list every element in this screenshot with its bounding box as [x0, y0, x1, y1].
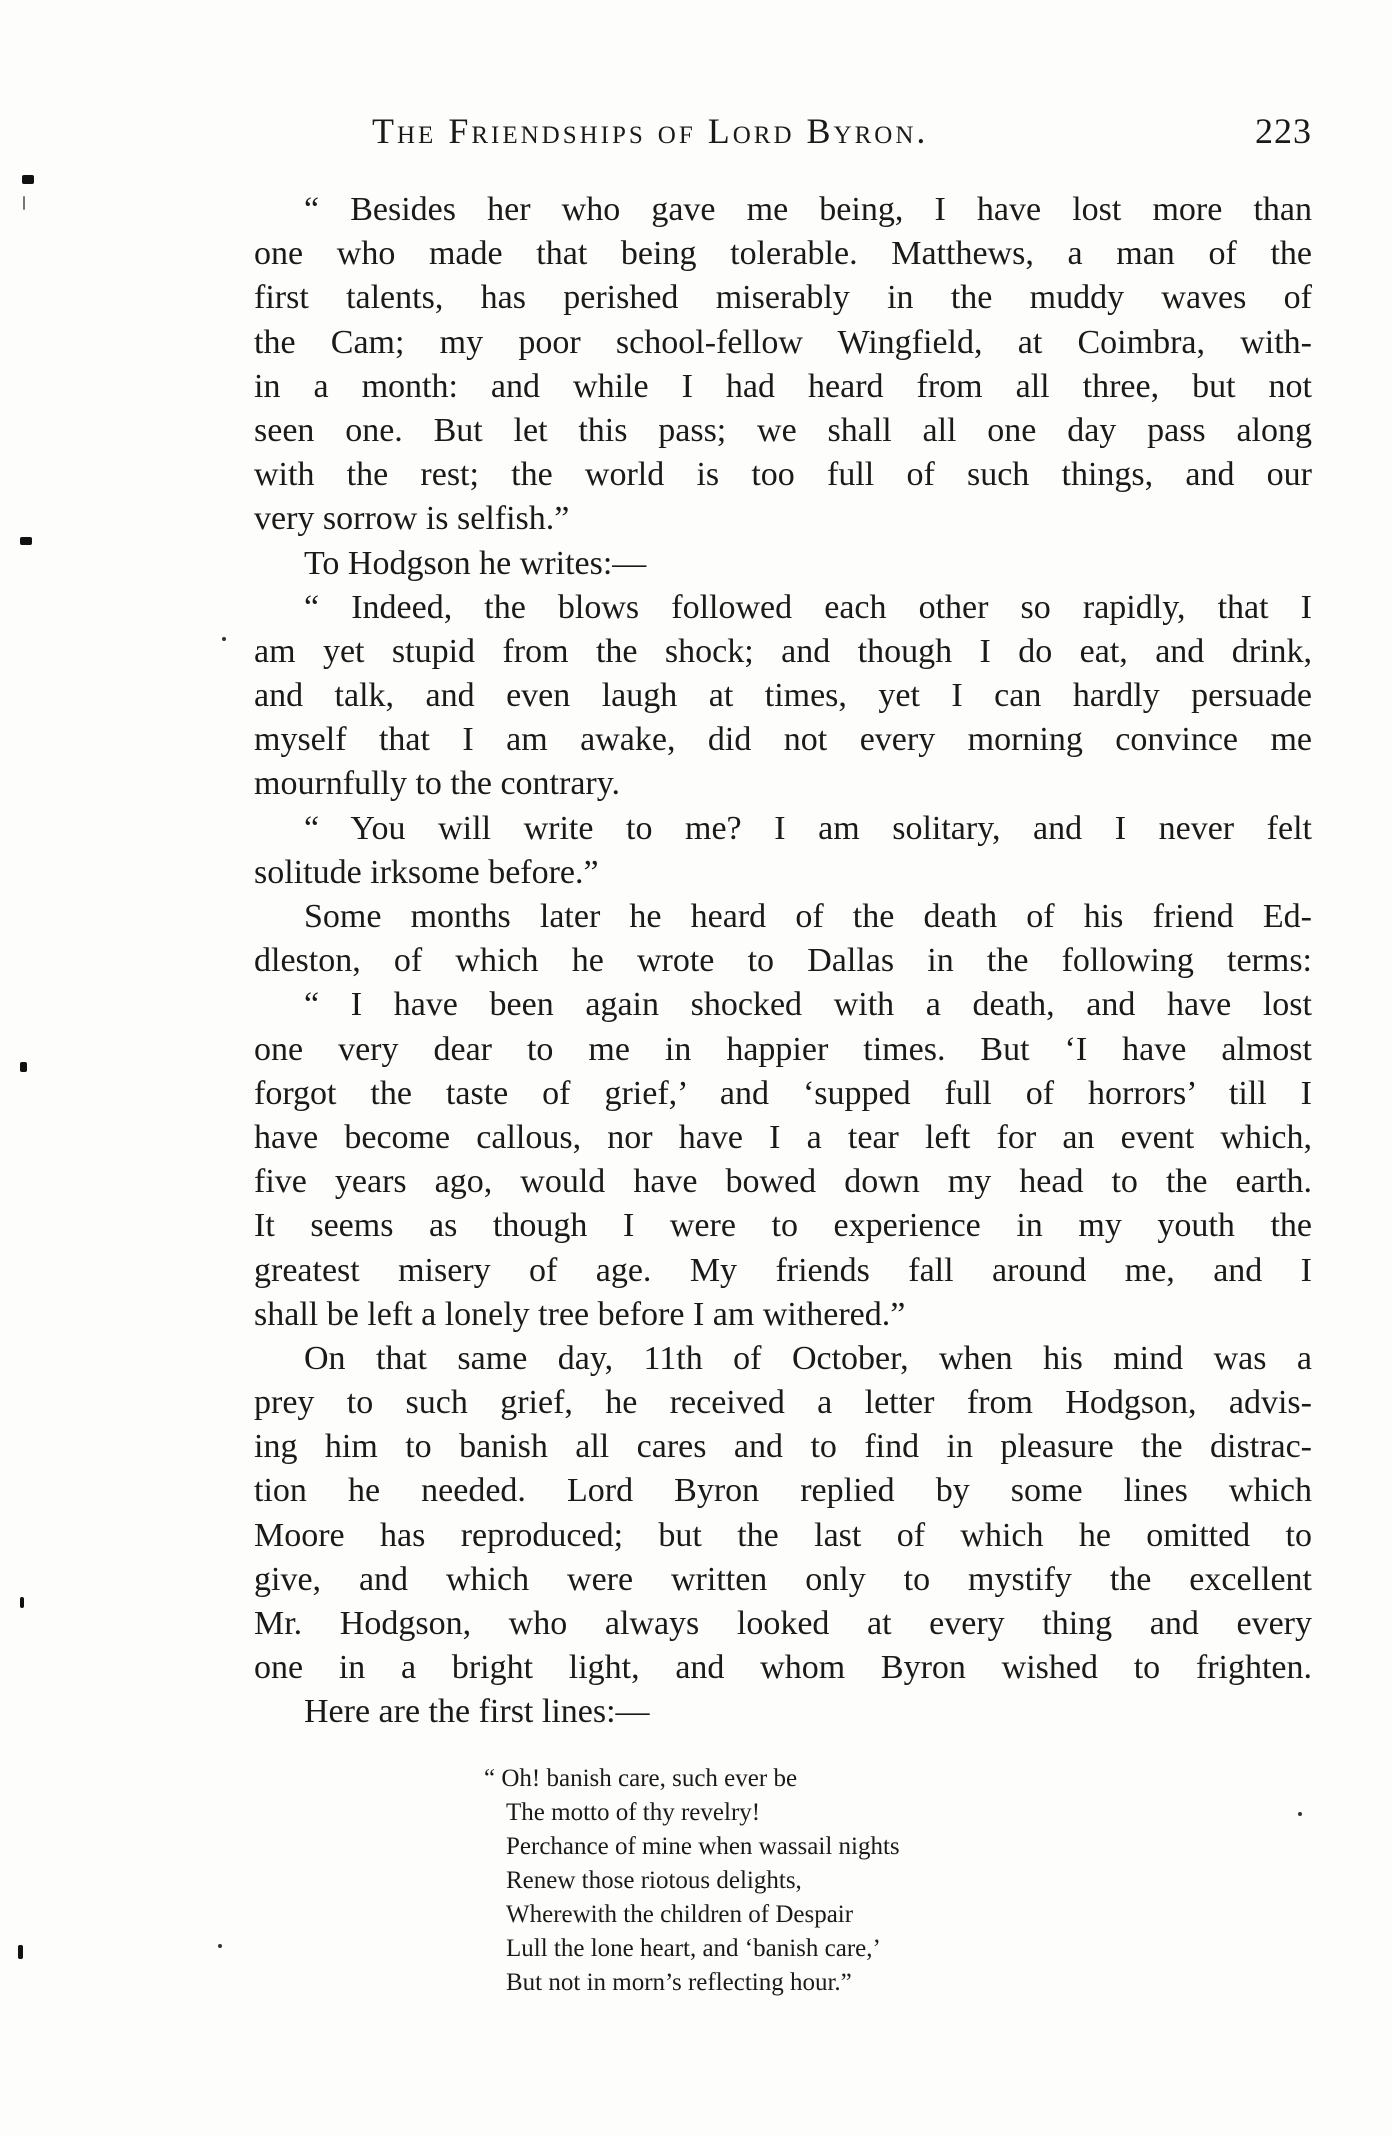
text-line: myself that I am awake, did not every morning convince me [254, 721, 1312, 759]
scan-artifact [23, 196, 25, 210]
text-line: “ Besides her who gave me being, I have lost more than [304, 191, 1312, 228]
text-line: one very dear to me in happier times. But ‘I have almost [254, 1030, 1312, 1068]
text-line: prey to such grief, he received a letter from Hodgson, advis- [254, 1384, 1312, 1422]
scan-speck [218, 1944, 222, 1948]
text-line: the Cam; my poor school-fellow Wingfield, at Coimbra, with- [254, 323, 1312, 361]
text-line: To Hodgson he writes:— [304, 544, 647, 582]
text-line: am yet stupid from the shock; and though I do eat, and drink, [254, 632, 1312, 670]
scan-artifact [18, 1945, 23, 1959]
poem-line: Perchance of mine when wassail nights [506, 1833, 900, 1860]
text-line: shall be left a lonely tree before I am withered.” [254, 1295, 906, 1333]
scan-artifact [20, 1062, 27, 1072]
text-line: On that same day, 11th of October, when his mind was a [304, 1339, 1312, 1377]
text-line: one who made that being tolerable. Matthews, a man of the [254, 235, 1312, 273]
text-line: one in a bright light, and whom Byron wished to frighten. [254, 1649, 1312, 1687]
text-line: greatest misery of age. My friends fall around me, and I [254, 1251, 1312, 1289]
text-line: very sorrow is selfish.” [254, 500, 570, 538]
page-header [372, 110, 1312, 158]
running-head: The Friendships of Lord Byron. [372, 111, 929, 151]
text-line: mournfully to the contrary. [254, 765, 621, 803]
text-line: five years ago, would have bowed down my head to the earth. [254, 1163, 1312, 1201]
scan-speck [1298, 1812, 1302, 1816]
text-line: Here are the first lines:— [304, 1693, 650, 1731]
text-line: forgot the taste of grief,’ and ‘supped full of horrors’ till I [254, 1074, 1312, 1112]
body-text [254, 188, 1312, 1735]
text-line: with the rest; the world is too full of such things, and our [254, 456, 1312, 494]
scan-artifact [20, 537, 32, 545]
text-line: Some months later he heard of the death of his friend Ed- [304, 898, 1312, 935]
text-line: and talk, and even laugh at times, yet I can hardly persuade [254, 677, 1312, 715]
scan-artifact [20, 1597, 24, 1608]
text-line: tion he needed. Lord Byron replied by some lines which [254, 1472, 1312, 1510]
text-line: It seems as though I were to experience in my youth the [254, 1207, 1312, 1245]
text-line: first talents, has perished miserably in the muddy waves of [254, 279, 1312, 317]
text-line: Moore has reproduced; but the last of which he omitted to [254, 1516, 1312, 1554]
text-line: seen one. But let this pass; we shall all one day pass along [254, 411, 1312, 449]
text-line: ing him to banish all cares and to find in pleasure the distrac- [254, 1428, 1312, 1466]
text-line: “ I have been again shocked with a death, and have lost [304, 986, 1312, 1024]
text-line: give, and which were written only to mystify the excellent [254, 1560, 1312, 1598]
poem-line: Renew those riotous delights, [506, 1867, 802, 1894]
page-number: 223 [1255, 111, 1312, 151]
poem-line: Wherewith the children of Despair [506, 1901, 854, 1928]
text-line: dleston, of which he wrote to Dallas in the following terms: [254, 942, 1312, 980]
text-line: Mr. Hodgson, who always looked at every thing and every [254, 1605, 1312, 1642]
poem-block [484, 1762, 1084, 2000]
text-line: solitude irksome before.” [254, 853, 599, 891]
text-line: in a month: and while I had heard from all three, but not [254, 367, 1312, 405]
poem-line: Lull the lone heart, and ‘banish care,’ [506, 1935, 881, 1962]
text-line: “ You will write to me? I am solitary, and I never felt [304, 809, 1312, 847]
text-line: “ Indeed, the blows followed each other so rapidly, that I [304, 588, 1312, 626]
text-line: have become callous, nor have I a tear left for an event which, [254, 1118, 1312, 1156]
poem-line: But not in morn’s reflecting hour.” [506, 1969, 852, 1996]
scan-artifact [22, 175, 34, 184]
poem-line: “ Oh! banish care, such ever be [484, 1765, 798, 1792]
scan-speck [222, 637, 226, 641]
poem-line: The motto of thy revelry! [506, 1799, 761, 1826]
